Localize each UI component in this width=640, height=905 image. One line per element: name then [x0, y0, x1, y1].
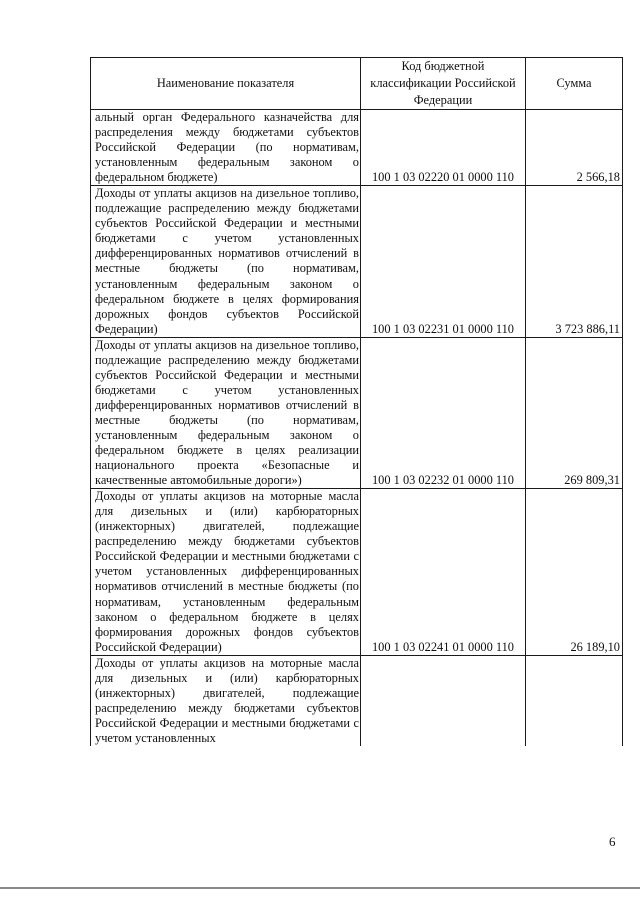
page-number: 6: [609, 834, 616, 849]
table-row: [91, 489, 623, 656]
table-row: [91, 655, 623, 746]
table-header-row: [91, 58, 623, 110]
row-indicator-name: Доходы от уплаты акцизов на моторные масла для дизельных и (или) карбюраторных (инжекторных) двигателей, подлежащие распределению между бюджетами субъектов Российской Федерации и местными бюджетами с учетом установленных: [91, 655, 361, 746]
row-indicator-name: альный орган Федерального казначейства для распределения между бюджетами субъектов Российской Федерации (по нормативам, установленным федеральным законом о федеральном бюджете): [91, 110, 361, 186]
header-indicator-name: Наименование показателя: [91, 58, 361, 110]
row-sum: 26 189,10: [526, 489, 623, 656]
row-indicator-name: Доходы от уплаты акцизов на дизельное топливо, подлежащие распределению между бюджетами субъектов Российской Федерации и местными бюджетами с учетом установленных дифференцированных нормативов отчислений в местные бюджеты (по нормативам, установленным федеральным законом о федеральном бюджете в целях формирования дорожных фондов субъектов Российской Федерации): [91, 186, 361, 337]
row-indicator-name: Доходы от уплаты акцизов на дизельное топливо, подлежащие распределению между бюджетами субъектов Российской Федерации и местными бюджетами с учетом установленных дифференцированных нормативов отчислений в местные бюджеты (по нормативам, установленным федеральным законом о федеральном бюджете в целях реализации национального проекта «Безопасные и качественные автомобильные дороги»): [91, 337, 361, 488]
table-row: [91, 337, 623, 488]
header-sum: Сумма: [526, 58, 623, 110]
row-indicator-name: Доходы от уплаты акцизов на моторные масла для дизельных и (или) карбюраторных (инжекторных) двигателей, подлежащие распределению между бюджетами субъектов Российской Федерации и местными бюджетами с учетом установленных дифференцированных нормативов отчислений в местные бюджеты (по нормативам, установленным федеральным законом о федеральном бюджете в целях формирования дорожных фондов субъектов Российской Федерации): [91, 489, 361, 656]
row-sum: 2 566,18: [526, 110, 623, 186]
row-budget-code: 100 1 03 02232 01 0000 110: [361, 337, 526, 488]
scan-edge-line: [0, 887, 640, 889]
row-budget-code: 100 1 03 02231 01 0000 110: [361, 186, 526, 337]
row-sum: 3 723 886,11: [526, 186, 623, 337]
row-budget-code: 100 1 03 02241 01 0000 110: [361, 489, 526, 656]
table-row: [91, 186, 623, 337]
row-sum: 269 809,31: [526, 337, 623, 488]
row-budget-code: 100 1 03 02220 01 0000 110: [361, 110, 526, 186]
table-row: [91, 110, 623, 186]
header-budget-code: Код бюджетной классификации Российской Федерации: [361, 58, 526, 110]
row-sum: [526, 655, 623, 746]
budget-revenue-table: [90, 57, 623, 746]
row-budget-code: [361, 655, 526, 746]
